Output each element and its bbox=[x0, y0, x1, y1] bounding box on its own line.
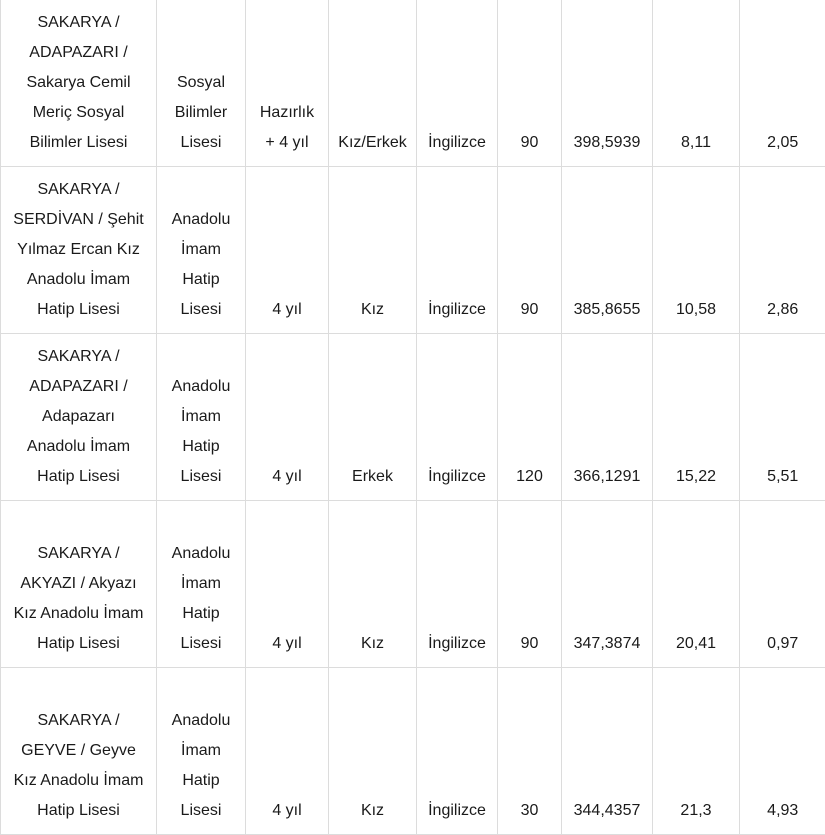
school-name-cell-line: SAKARYA / bbox=[7, 342, 150, 372]
school-name-cell bbox=[1, 167, 157, 334]
percentile-local-cell: 2,05 bbox=[740, 0, 825, 167]
duration-cell bbox=[246, 501, 329, 668]
duration-cell-line: 4 yıl bbox=[250, 796, 324, 826]
school-type-cell-line: Bilimler bbox=[161, 98, 241, 128]
school-type-cell-line: Anadolu bbox=[161, 205, 241, 235]
school-name-cell-line: SAKARYA / bbox=[7, 8, 150, 38]
school-type-cell-line: İmam bbox=[161, 736, 241, 766]
percentile-local-cell: 4,93 bbox=[740, 668, 825, 835]
school-type-cell-line: İmam bbox=[161, 235, 241, 265]
school-type-cell-line: Lisesi bbox=[161, 295, 241, 325]
table-row bbox=[1, 668, 825, 835]
school-type-cell-line: Anadolu bbox=[161, 372, 241, 402]
quota-cell: 90 bbox=[498, 0, 562, 167]
school-type-cell-line: Lisesi bbox=[161, 629, 241, 659]
quota-cell: 90 bbox=[498, 501, 562, 668]
duration-cell-line: + 4 yıl bbox=[250, 128, 324, 158]
table-row bbox=[1, 334, 825, 501]
percentile-tr-cell: 8,11 bbox=[653, 0, 740, 167]
school-name-cell-line: AKYAZI / Akyazı bbox=[7, 569, 150, 599]
quota-cell: 30 bbox=[498, 668, 562, 835]
school-type-cell-line: Sosyal bbox=[161, 68, 241, 98]
school-name-cell-line: ADAPAZARI / bbox=[7, 38, 150, 68]
school-name-cell-line: Kız Anadolu İmam bbox=[7, 766, 150, 796]
school-name-cell-line: Adapazarı bbox=[7, 402, 150, 432]
school-type-cell-line: Hatip bbox=[161, 265, 241, 295]
school-type-cell-line: Hatip bbox=[161, 599, 241, 629]
school-type-cell bbox=[157, 0, 246, 167]
score-cell: 385,8655 bbox=[562, 167, 653, 334]
duration-cell bbox=[246, 668, 329, 835]
language-cell: İngilizce bbox=[417, 668, 498, 835]
school-type-cell bbox=[157, 668, 246, 835]
duration-cell bbox=[246, 334, 329, 501]
gender-cell: Kız bbox=[329, 167, 417, 334]
school-name-cell bbox=[1, 0, 157, 167]
duration-cell-line: Hazırlık bbox=[250, 98, 324, 128]
score-cell: 344,4357 bbox=[562, 668, 653, 835]
duration-cell-line: 4 yıl bbox=[250, 462, 324, 492]
school-name-cell-line: SAKARYA / bbox=[7, 706, 150, 736]
school-type-cell-line: Anadolu bbox=[161, 539, 241, 569]
school-name-cell-line: Meriç Sosyal bbox=[7, 98, 150, 128]
school-type-cell bbox=[157, 501, 246, 668]
school-name-cell-line: Hatip Lisesi bbox=[7, 629, 150, 659]
school-name-cell-line: Bilimler Lisesi bbox=[7, 128, 150, 158]
gender-cell: Kız/Erkek bbox=[329, 0, 417, 167]
duration-cell-line: 4 yıl bbox=[250, 629, 324, 659]
percentile-local-cell: 2,86 bbox=[740, 167, 825, 334]
school-name-cell bbox=[1, 334, 157, 501]
gender-cell: Kız bbox=[329, 668, 417, 835]
quota-cell: 90 bbox=[498, 167, 562, 334]
school-name-cell-line: Anadolu İmam bbox=[7, 432, 150, 462]
school-type-cell-line: Lisesi bbox=[161, 796, 241, 826]
score-cell: 366,1291 bbox=[562, 334, 653, 501]
school-name-cell-line: SERDİVAN / Şehit bbox=[7, 205, 150, 235]
percentile-tr-cell: 10,58 bbox=[653, 167, 740, 334]
table-body bbox=[1, 0, 825, 835]
school-type-cell-line: İmam bbox=[161, 569, 241, 599]
percentile-tr-cell: 21,3 bbox=[653, 668, 740, 835]
school-type-cell-line: Hatip bbox=[161, 432, 241, 462]
language-cell: İngilizce bbox=[417, 501, 498, 668]
school-name-cell-line: Sakarya Cemil bbox=[7, 68, 150, 98]
percentile-tr-cell: 15,22 bbox=[653, 334, 740, 501]
school-name-cell-line: Hatip Lisesi bbox=[7, 796, 150, 826]
language-cell: İngilizce bbox=[417, 334, 498, 501]
percentile-local-cell: 5,51 bbox=[740, 334, 825, 501]
table-row bbox=[1, 167, 825, 334]
score-cell: 347,3874 bbox=[562, 501, 653, 668]
school-name-cell-line: Hatip Lisesi bbox=[7, 462, 150, 492]
school-type-cell bbox=[157, 167, 246, 334]
school-name-cell-line: Yılmaz Ercan Kız bbox=[7, 235, 150, 265]
school-type-cell-line: Anadolu bbox=[161, 706, 241, 736]
school-type-cell-line: Lisesi bbox=[161, 128, 241, 158]
duration-cell bbox=[246, 167, 329, 334]
language-cell: İngilizce bbox=[417, 0, 498, 167]
school-type-cell bbox=[157, 334, 246, 501]
school-type-cell-line: Hatip bbox=[161, 766, 241, 796]
school-type-cell-line: Lisesi bbox=[161, 462, 241, 492]
language-cell: İngilizce bbox=[417, 167, 498, 334]
score-cell: 398,5939 bbox=[562, 0, 653, 167]
gender-cell: Erkek bbox=[329, 334, 417, 501]
school-name-cell-line: ADAPAZARI / bbox=[7, 372, 150, 402]
school-type-cell-line: İmam bbox=[161, 402, 241, 432]
percentile-local-cell: 0,97 bbox=[740, 501, 825, 668]
table-row bbox=[1, 501, 825, 668]
school-name-cell-line: Anadolu İmam bbox=[7, 265, 150, 295]
school-name-cell bbox=[1, 501, 157, 668]
duration-cell-line: 4 yıl bbox=[250, 295, 324, 325]
school-name-cell-line: SAKARYA / bbox=[7, 539, 150, 569]
school-name-cell-line: Hatip Lisesi bbox=[7, 295, 150, 325]
gender-cell: Kız bbox=[329, 501, 417, 668]
school-name-cell-line: Kız Anadolu İmam bbox=[7, 599, 150, 629]
school-name-cell-line: SAKARYA / bbox=[7, 175, 150, 205]
table-row bbox=[1, 0, 825, 167]
percentile-tr-cell: 20,41 bbox=[653, 501, 740, 668]
duration-cell bbox=[246, 0, 329, 167]
school-name-cell-line: GEYVE / Geyve bbox=[7, 736, 150, 766]
school-name-cell bbox=[1, 668, 157, 835]
quota-cell: 120 bbox=[498, 334, 562, 501]
